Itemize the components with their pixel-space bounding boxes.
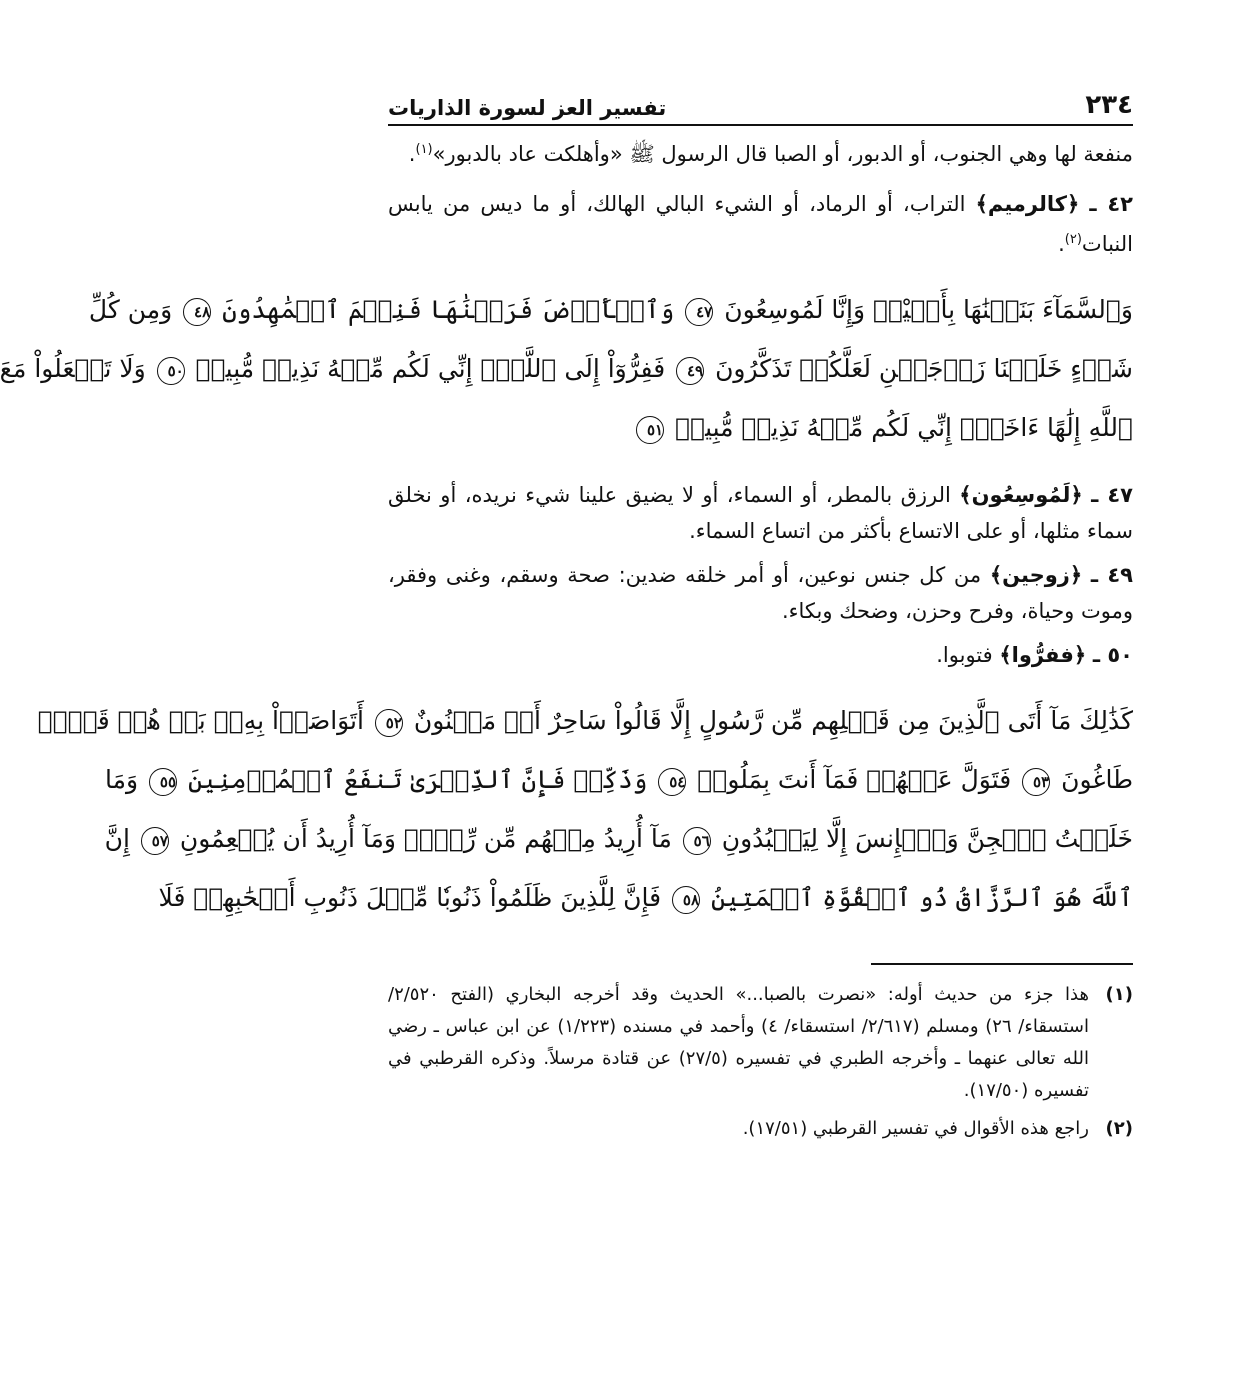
quranic-term: ﴿زوجين﴾ [989, 563, 1083, 587]
quran-line: شَيۡءٍ خَلَقۡنَا زَوۡجَيۡنِ لَعَلَّكُمۡ تَذَكَّرُونَ ٤٩ فَفِرُّوٓاْ إِلَى ٱللَّهِۖ إِنِّي لَكُم مِّنۡهُ نَذِيرٞ مُّبِينٞ ٥٠ وَلَا تَجۡعَلُواْ مَعَ [0, 354, 1133, 383]
commentary-paragraph [388, 557, 1133, 629]
paragraph-text: التراب، أو الرماد، أو الشيء البالي الهالك، أو ما ديس من يابس النبات [388, 192, 1133, 256]
commentary-paragraph [388, 477, 1133, 549]
quran-text-block [0, 280, 1133, 457]
quran-line: خَلَقۡتُ ٱلۡجِنَّ وَٱلۡإِنسَ إِلَّا لِيَعۡبُدُونِ ٥٦ مَآ أُرِيدُ مِنۡهُم مِّن رِّزۡقٖ وَمَآ أُرِيدُ أَن يُطۡعِمُونِ ٥٧ إِنَّ [104, 824, 1133, 853]
footnote-separator [871, 963, 1133, 965]
ayah-number-marker: ٤٧ [685, 298, 713, 326]
ayah-number-marker: ٥٥ [149, 768, 177, 796]
commentary-paragraph [388, 637, 1133, 673]
verse-number: ٥٠ ـ [1092, 643, 1133, 667]
ayah-number-marker: ٥١ [636, 416, 664, 444]
ayah-number-marker: ٥٢ [375, 709, 403, 737]
paragraph-text: فتوبوا. [936, 643, 993, 667]
paragraph-text: منفعة لها وهي الجنوب، أو الدبور، أو الصبا قال الرسول ﷺ «وأهلكت عاد بالدبور» [432, 142, 1133, 166]
running-title: تفسير العز لسورة الذاريات [388, 96, 667, 120]
quran-line: ٱللَّهَ هُوَ ٱلرَّزَّاقُ ذُو ٱلۡقُوَّةِ ٱلۡمَتِينُ ٥٨ فَإِنَّ لِلَّذِينَ ظَلَمُواْ ذَنُوبٗا مِّثۡلَ ذَنُوبِ أَصۡحَٰبِهِمۡ فَلَا [158, 883, 1133, 912]
footnote-ref[interactable]: (٢) [1064, 232, 1082, 247]
quranic-term: ﴿لَمُوسِعُون﴾ [959, 483, 1083, 507]
verse-number: ٤٩ ـ [1090, 563, 1133, 587]
quranic-term: ﴿كالرميم﴾ [975, 192, 1080, 216]
verse-number: ٤٢ ـ [1089, 192, 1133, 216]
quran-line: وَٱلسَّمَآءَ بَنَيۡنَٰهَا بِأَيۡيْدٖ وَإِنَّا لَمُوسِعُونَ ٤٧ وَٱلۡأَرۡضَ فَرَشۡنَٰهَا فَنِعۡمَ ٱلۡمَٰهِدُونَ ٤٨ وَمِن كُلِّ [88, 295, 1133, 324]
commentary-paragraph: منفعة لها وهي الجنوب، أو الدبور، أو الصبا قال الرسول ﷺ «وأهلكت عاد بالدبور»$^{(١)}$. [408, 142, 1133, 166]
ayah-number-marker: ٤٩ [676, 357, 704, 385]
footnote-ref[interactable]: (١) [415, 142, 433, 157]
paragraph-text: من كل جنس نوعين، أو أمر خلقه ضدين: صحة وسقم، وغنى وفقر، وموت وحياة، وفرح وحزن، وضحك وبكاء. [388, 563, 1133, 623]
quran-line: كَذَٰلِكَ مَآ أَتَى ٱلَّذِينَ مِن قَبۡلِهِم مِّن رَّسُولٍ إِلَّا قَالُواْ سَاحِرٌ أَوۡ مَجۡنُونٌ ٥٢ أَتَوَاصَوۡاْ بِهِۦۚ بَلۡ هُمۡ قَوۡمٞ [37, 706, 1133, 735]
ayah-number-marker: ٥٨ [672, 886, 700, 914]
quran-line: ٱللَّهِ إِلَٰهًا ءَاخَرَۖ إِنِّي لَكُم مِّنۡهُ نَذِيرٞ مُّبِينٞ ٥١ [388, 398, 1133, 457]
footnote-text: هذا جزء من حديث أوله: «نصرت بالصبا...» الحديث وقد أخرجه البخاري (الفتح ٢/٥٢٠/ استسقاء/ ٢٦) ومسلم (٢/٦١٧/ استسقاء/ ٤) وأحمد في مسنده (١/٢٢٣) عن ابن عباس ـ رضي الله تعالى عنهما ـ وأخرجه الطبري في تفسيره (٢٧/٥) عن قتادة مرسلاً. وذكره القرطبي في تفسيره (١٧/٥٠). [388, 984, 1089, 1101]
commentary-paragraph: ٤٢ ـ ﴿كالرميم﴾ التراب، أو الرماد، أو الشيء البالي الهالك، أو ما ديس من يابس النبات$^{(٢)}$. [388, 192, 1133, 256]
page-number: ٢٣٤ [1085, 90, 1133, 120]
book-page [0, 82, 1133, 1151]
paragraph-text: الرزق بالمطر، أو السماء، أو لا يضيق علينا شيء نريده، أو نخلق سماء مثلها، أو على الاتساع بأكثر من اتساع السماء. [388, 483, 1133, 543]
footnote [388, 979, 1133, 1107]
ayah-number-marker: ٥٦ [683, 827, 711, 855]
running-header [388, 82, 1133, 120]
footnote-number: (١) [1105, 984, 1133, 1005]
footnote-number: (٢) [1105, 1118, 1133, 1139]
footnote [388, 1113, 1133, 1145]
verse-number: ٤٧ ـ [1091, 483, 1133, 507]
ayah-number-marker: ٤٨ [183, 298, 211, 326]
footnote-text: راجع هذه الأقوال في تفسير القرطبي (١٧/٥١). [742, 1118, 1089, 1139]
quran-line: طَاغُونَ ٥٣ فَتَوَلَّ عَنۡهُمۡ فَمَآ أَنتَ بِمَلُومٖ ٥٤ وَذَكِّرۡ فَإِنَّ ٱلذِّكۡرَىٰ تَنفَعُ ٱلۡمُؤۡمِنِينَ ٥٥ وَمَا [104, 765, 1133, 794]
header-rule [388, 124, 1133, 126]
ayah-number-marker: ٥٧ [141, 827, 169, 855]
ayah-number-marker: ٥٤ [658, 768, 686, 796]
ayah-number-marker: ٥٣ [1022, 768, 1050, 796]
ayah-number-marker: ٥٠ [157, 357, 185, 385]
quran-text-block [37, 691, 1133, 927]
quranic-term: ﴿ففرُّوا﴾ [999, 643, 1087, 667]
